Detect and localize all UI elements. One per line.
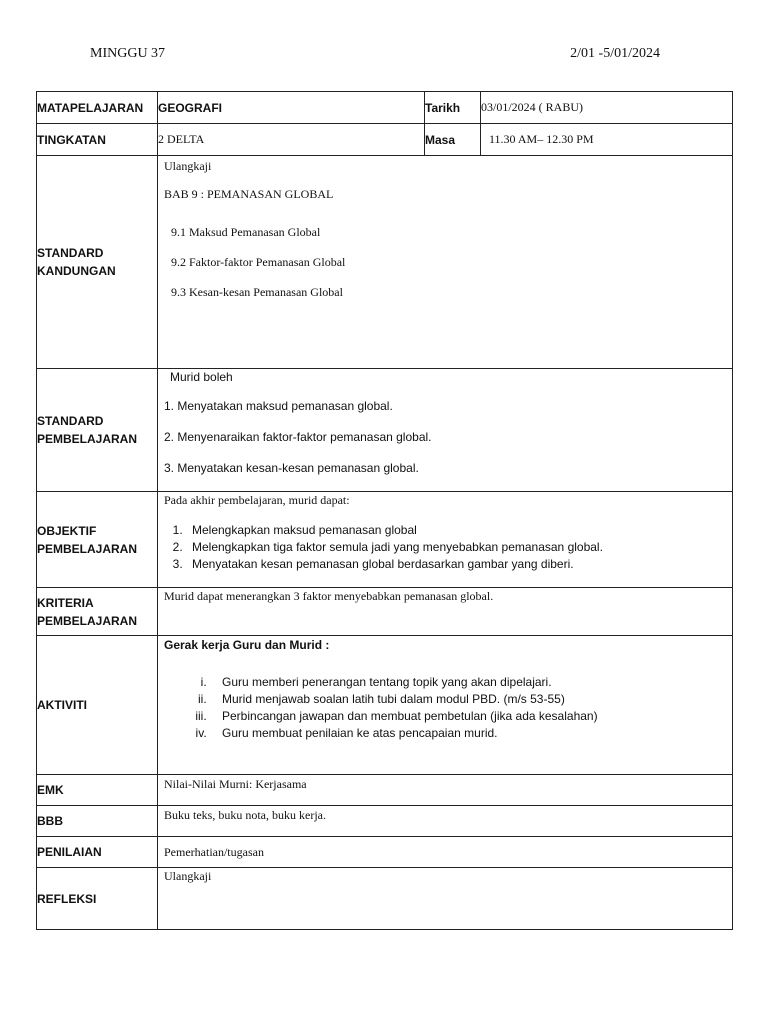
content-item: 9.3 Kesan-kesan Pemanasan Global (171, 285, 343, 299)
form-value: 2 DELTA (158, 124, 425, 156)
time-label: Masa (425, 124, 481, 156)
row-bbb (37, 806, 733, 837)
objectives-body (158, 492, 733, 588)
reflection-label: REFLEKSI (37, 868, 158, 930)
row-activity (37, 636, 733, 775)
row-subject (37, 92, 733, 124)
objectives-label: OBJEKTIF PEMBELAJARAN (37, 492, 158, 588)
form-label: TINGKATAN (37, 124, 158, 156)
objectives-intro: Pada akhir pembelajaran, murid dapat: (164, 493, 350, 507)
row-reflection (37, 868, 733, 930)
activity-heading: Gerak kerja Guru dan Murid : (164, 638, 330, 652)
row-assessment (37, 837, 733, 868)
activity-item: ii. Murid menjawab soalan latih tubi dalam modul PBD. (m/s 53-55) (210, 691, 726, 708)
objectives-list (164, 522, 726, 573)
date-range: 2/01 -5/01/2024 (570, 46, 660, 61)
date-value: 03/01/2024 ( RABU) (481, 92, 733, 124)
content-standard-body (158, 156, 733, 369)
bbb-value: Buku teks, buku nota, buku kerja. (158, 806, 733, 837)
learning-item: 3. Menyatakan kesan-kesan pemanasan global. (164, 461, 419, 475)
row-criteria (37, 588, 733, 636)
criteria-label: KRITERIA PEMBELAJARAN (37, 588, 158, 636)
learning-standard-body (158, 369, 733, 492)
objective-item: 2. Melengkapkan tiga faktor semula jadi yang menyebabkan pemanasan global. (186, 539, 726, 556)
learning-item: 1. Menyatakan maksud pemanasan global. (164, 399, 393, 413)
objective-item: 3. Menyatakan kesan pemanasan global berdasarkan gambar yang diberi. (186, 556, 726, 573)
activity-label: AKTIVITI (37, 636, 158, 775)
activity-list (164, 674, 726, 742)
lesson-plan-table (36, 91, 733, 930)
row-objectives (37, 492, 733, 588)
activity-item: iii. Perbincangan jawapan dan membuat pembetulan (jika ada kesalahan) (210, 708, 726, 725)
bbb-label: BBB (37, 806, 158, 837)
assessment-label: PENILAIAN (37, 837, 158, 868)
week-label: MINGGU 37 (90, 46, 166, 61)
row-learning-standard (37, 369, 733, 492)
learning-standard-label: STANDARD PEMBELAJARAN (37, 369, 158, 492)
activity-item: i. Guru memberi penerangan tentang topik yang akan dipelajari. (210, 674, 726, 691)
content-item: 9.1 Maksud Pemanasan Global (171, 225, 321, 239)
assessment-value: Pemerhatian/tugasan (158, 837, 733, 868)
chapter-title: BAB 9 : PEMANASAN GLOBAL (164, 187, 334, 201)
activity-item: iv. Guru membuat penilaian ke atas pencapaian murid. (210, 725, 726, 742)
learning-standard-intro: Murid boleh (170, 370, 233, 384)
emk-label: EMK (37, 775, 158, 806)
row-form (37, 124, 733, 156)
content-item: 9.2 Faktor-faktor Pemanasan Global (171, 255, 346, 269)
time-value: 11.30 AM– 12.30 PM (481, 124, 733, 156)
emk-value: Nilai-Nilai Murni: Kerjasama (158, 775, 733, 806)
content-standard-intro: Ulangkaji (164, 159, 212, 173)
content-standard-label: STANDARD KANDUNGAN (37, 156, 158, 369)
reflection-value: Ulangkaji (158, 868, 733, 930)
learning-item: 2. Menyenaraikan faktor-faktor pemanasan global. (164, 430, 432, 444)
subject-label: MATAPELAJARAN (37, 92, 158, 124)
row-content-standard (37, 156, 733, 369)
row-emk (37, 775, 733, 806)
activity-body (158, 636, 733, 775)
subject-value: GEOGRAFI (158, 92, 425, 124)
date-label: Tarikh (425, 92, 481, 124)
objective-item: 1. Melengkapkan maksud pemanasan global (186, 522, 726, 539)
criteria-value: Murid dapat menerangkan 3 faktor menyebabkan pemanasan global. (158, 588, 733, 636)
